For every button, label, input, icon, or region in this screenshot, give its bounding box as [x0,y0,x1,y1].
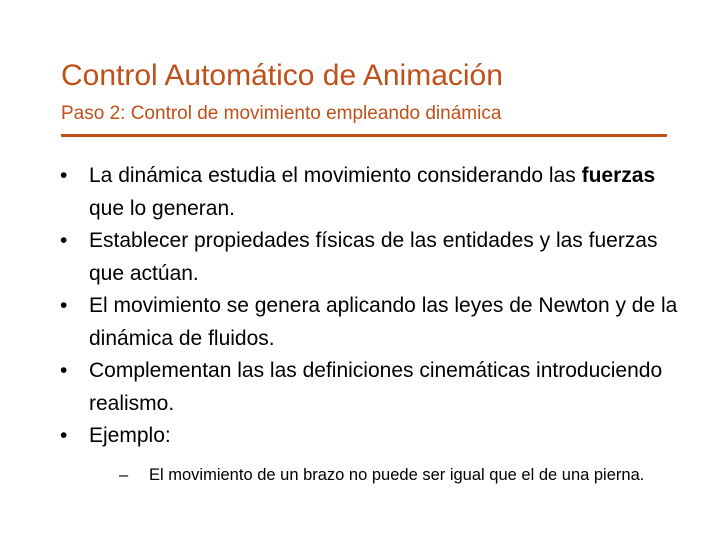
sub-bullet-item [119,462,709,488]
bullet-text: Establecer propiedades físicas de las entidades y las fuerzas que actúan. [89,229,658,285]
bullet-dot-icon: • [60,294,68,317]
title-divider [61,134,667,137]
bullet-text: Complementan las las definiciones cinemáticas introduciendo realismo. [89,359,663,415]
slide-subtitle: Paso 2: Control de movimiento empleando dinámica [61,103,502,124]
bullet-item [60,420,680,453]
bullet-dot-icon: • [60,359,68,382]
slide-title: Control Automático de Animación [61,59,503,92]
bullet-dot-icon: • [60,424,68,447]
bullet-text: El movimiento se genera aplicando las leyes de Newton y de la dinámica de fluidos. [89,294,678,350]
bullet-item [60,160,680,225]
bullet-emphasis: fuerzas [581,164,656,187]
bullet-item [60,355,680,420]
bullet-text: que lo generan. [89,196,235,220]
sub-bullet-text: El movimiento de un brazo no puede ser igual que el de una pierna. [149,465,645,484]
bullet-dot-icon: • [60,164,68,187]
dash-icon: – [119,465,129,484]
bullet-item [60,290,680,355]
bullet-text: La dinámica estudia el movimiento considerando las [89,164,582,187]
bullet-item [60,225,680,290]
bullet-dot-icon: • [60,229,68,252]
bullet-text: Ejemplo: [89,424,171,447]
bullet-list [60,160,680,488]
